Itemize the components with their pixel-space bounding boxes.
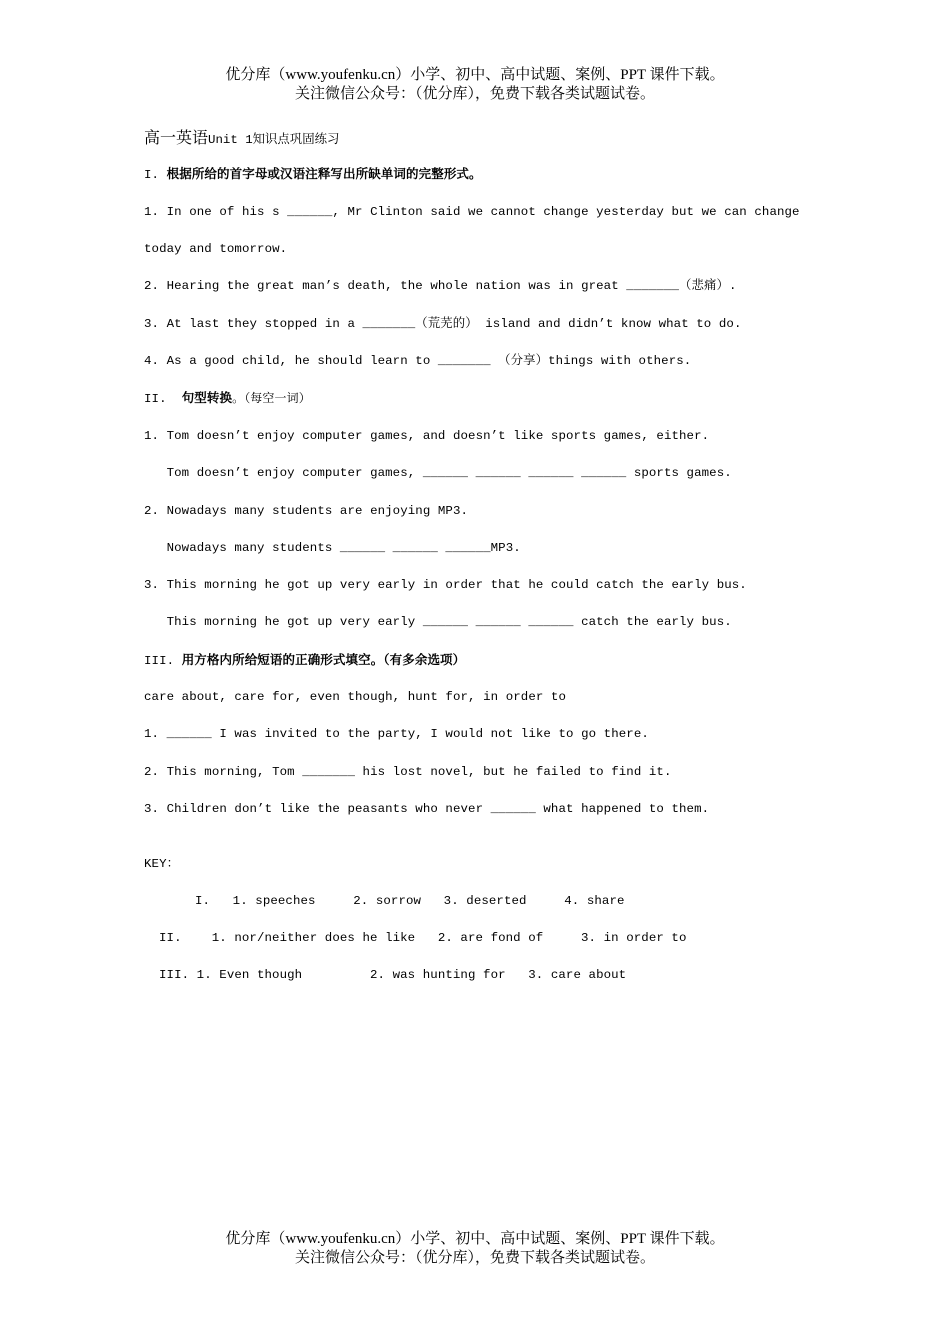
section-1-instruction: 根据所给的首字母或汉语注释写出所缺单词的完整形式。 [166,166,482,181]
key-line-2: II. 1. nor/neither does he like 2. are fond of 3. in order to [159,931,687,945]
s1-question-3: 3. At last they stopped in a _______（荒芜的） island and didn’t know what to do. [144,317,742,331]
document-title [144,128,339,150]
s2-question-2b: Nowadays many students ______ ______ ______MP3. [144,541,521,555]
s3-phrase-list: care about, care for, even though, hunt for, in order to [144,690,566,704]
s3-question-2: 2. This morning, Tom _______ his lost novel, but he failed to find it. [144,765,672,779]
section-1-num: I. [144,168,160,182]
key-line-3: III. 1. Even though 2. was hunting for 3. care about [159,968,627,982]
s1-question-4: 4. As a good child, he should learn to _______ （分享）things with others. [144,354,692,368]
section-3-heading [144,652,465,669]
footer-line-2: 关注微信公众号：（优分库），免费下载各类试题试卷。 [294,1250,655,1266]
section-1-heading [144,166,482,183]
s2-question-3b: This morning he got up very early ______ ______ ______ catch the early bus. [144,615,732,629]
s1-question-2: 2. Hearing the great man’s death, the whole nation was in great _______（悲痛）. [144,279,737,293]
title-sub: Unit 1知识点巩固练习 [208,133,340,147]
s3-question-3: 3. Children don’t like the peasants who never ______ what happened to them. [144,802,710,816]
s1-question-1b: today and tomorrow. [144,242,288,256]
section-3-num: III. [144,654,175,668]
s2-question-3a: 3. This morning he got up very early in order that he could catch the early bus. [144,578,747,592]
s2-question-2a: 2. Nowadays many students are enjoying MP3. [144,504,469,518]
s1-question-1a: 1. In one of his s ______, Mr Clinton said we cannot change yesterday but we can change [144,205,800,219]
header-line-1: 优分库（www.youfenku.cn）小学、初中、高中试题、案例、PPT 课件下载。 [225,67,725,83]
key-label: KEY： [144,857,180,871]
key-line-1: I. 1. speeches 2. sorrow 3. deserted 4. share [195,894,625,908]
footer-line-1: 优分库（www.youfenku.cn）小学、初中、高中试题、案例、PPT 课件下载。 [225,1231,725,1247]
header-line-2: 关注微信公众号：（优分库），免费下载各类试题试卷。 [294,86,655,102]
section-3-instruction: 用方格内所给短语的正确形式填空。（有多余选项） [181,652,466,667]
s3-question-1: 1. ______ I was invited to the party, I would not like to go there. [144,727,649,741]
s2-question-1b: Tom doesn’t enjoy computer games, ______ ______ ______ ______ sports games. [144,466,732,480]
section-2-instruction: 句型转换 [181,390,233,405]
s2-question-1a: 1. Tom doesn’t enjoy computer games, and doesn’t like sports games, either. [144,429,710,443]
section-2-heading [144,390,311,407]
section-2-num: II. [144,392,167,406]
title-main: 高一英语 [144,128,209,147]
section-2-note: 。（每空一词） [232,391,311,405]
